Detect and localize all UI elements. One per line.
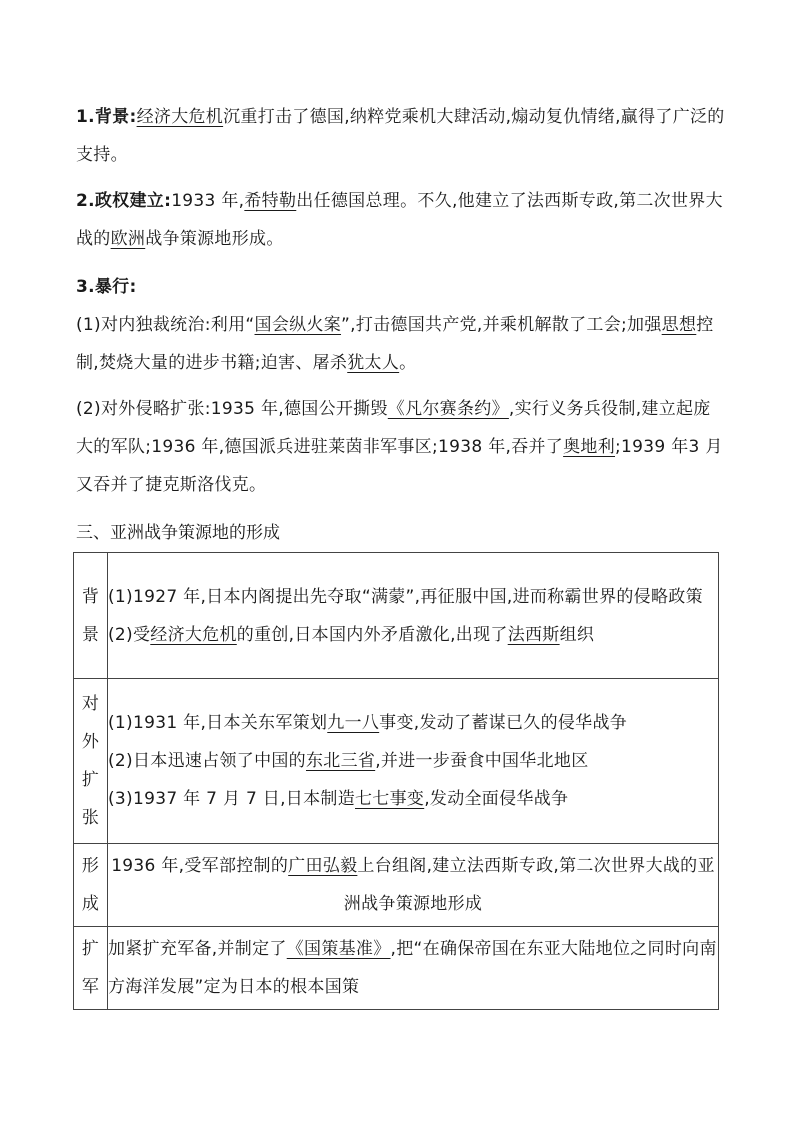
summary-table xyxy=(73,552,719,1010)
underlined-term: 希特勒 xyxy=(244,191,297,211)
paragraph-text: 1933 年, xyxy=(171,191,245,211)
underlined-term: 七七事变 xyxy=(355,789,425,809)
row-header: 扩 军 xyxy=(74,927,108,1010)
paragraph-text: ”,打击德国共产党,并乘机解散了工会;加强 xyxy=(341,315,662,335)
paragraph-text: 战争策源地形成。 xyxy=(145,229,284,249)
underlined-term: 九一八 xyxy=(327,713,380,733)
paragraph-text: 。 xyxy=(399,353,417,373)
paragraph-text: ,实行义务兵役制,建立起庞大的军队;1936 年,德国派兵进驻莱茵非军事区;1938 年,吞并了 xyxy=(76,399,711,457)
underlined-term: 犹太人 xyxy=(347,353,400,373)
paragraph-domestic xyxy=(76,306,726,382)
underlined-term: 《凡尔赛条约》 xyxy=(387,399,509,419)
underlined-term: 经济大危机 xyxy=(136,107,224,127)
paragraph-text: 控制,焚烧大量的进步书籍;迫害、屠杀 xyxy=(76,315,714,373)
underlined-term: 广田弘毅 xyxy=(288,856,358,876)
paragraph-foreign xyxy=(76,390,726,504)
row-header: 背 景 xyxy=(74,553,108,679)
paragraph-text: ;1939 年3 月又吞并了捷克斯洛伐克。 xyxy=(76,437,723,495)
table-line: (2)受经济大危机的重创,日本国内外矛盾激化,出现了法西斯组织 xyxy=(108,624,595,645)
row-header: 对 外 扩 张 xyxy=(74,679,108,844)
row-content xyxy=(108,679,719,844)
table-row xyxy=(74,679,719,844)
underlined-term: 法西斯 xyxy=(507,624,560,645)
label-background: 1.背景: xyxy=(76,107,137,127)
paragraph-background xyxy=(76,98,726,174)
row-header: 形 成 xyxy=(74,844,108,927)
table-line: (1)1927 年,日本内阁提出先夺取“满蒙”,再征服中国,进而称霸世界的侵略政策 xyxy=(108,586,703,607)
table-row xyxy=(74,553,719,679)
paragraph-text: (1)对内独裁统治:利用“ xyxy=(76,315,255,335)
section-title: 三、亚洲战争策源地的形成 xyxy=(76,523,280,543)
row-content: 1936 年,受军部控制的广田弘毅上台组阁,建立法西斯专政,第二次世界大战的亚洲战争策源地形成 xyxy=(108,844,719,927)
paragraph-text: 沉重打击了德国,纳粹党乘机大肆活动,煽动复仇情绪,赢得了广泛的支持。 xyxy=(76,107,725,165)
underlined-term: 思想 xyxy=(661,315,697,335)
table-row xyxy=(74,844,719,927)
paragraph-atrocities-heading xyxy=(76,268,726,306)
paragraph-regime xyxy=(76,182,726,258)
label-regime: 2.政权建立: xyxy=(76,191,172,211)
paragraph-text: (2)对外侵略扩张:1935 年,德国公开撕毁 xyxy=(76,399,388,419)
underlined-term: 《国策基准》 xyxy=(286,939,391,959)
table-line: (2)日本迅速占领了中国的东北三省,并进一步蚕食中国华北地区 xyxy=(108,751,589,771)
paragraph-text: 出任德国总理。不久,他建立了法西斯专政,第二次世界大战的 xyxy=(76,191,723,249)
underlined-term: 国会纵火案 xyxy=(254,315,342,335)
row-content: 加紧扩充军备,并制定了《国策基准》,把“在确保帝国在东亚大陆地位之同时向南方海洋发展”定为日本的根本国策 xyxy=(108,927,719,1010)
label-atrocities: 3.暴行: xyxy=(76,277,137,297)
row-content xyxy=(108,553,719,679)
table-line: (3)1937 年 7 月 7 日,日本制造七七事变,发动全面侵华战争 xyxy=(108,789,569,809)
underlined-term: 奥地利 xyxy=(563,437,616,457)
table-line: (1)1931 年,日本关东军策划九一八事变,发动了蓄谋已久的侵华战争 xyxy=(108,713,628,733)
table-row xyxy=(74,927,719,1010)
underlined-term: 欧洲 xyxy=(110,229,146,249)
underlined-term: 经济大危机 xyxy=(150,624,237,645)
underlined-term: 东北三省 xyxy=(305,751,376,771)
